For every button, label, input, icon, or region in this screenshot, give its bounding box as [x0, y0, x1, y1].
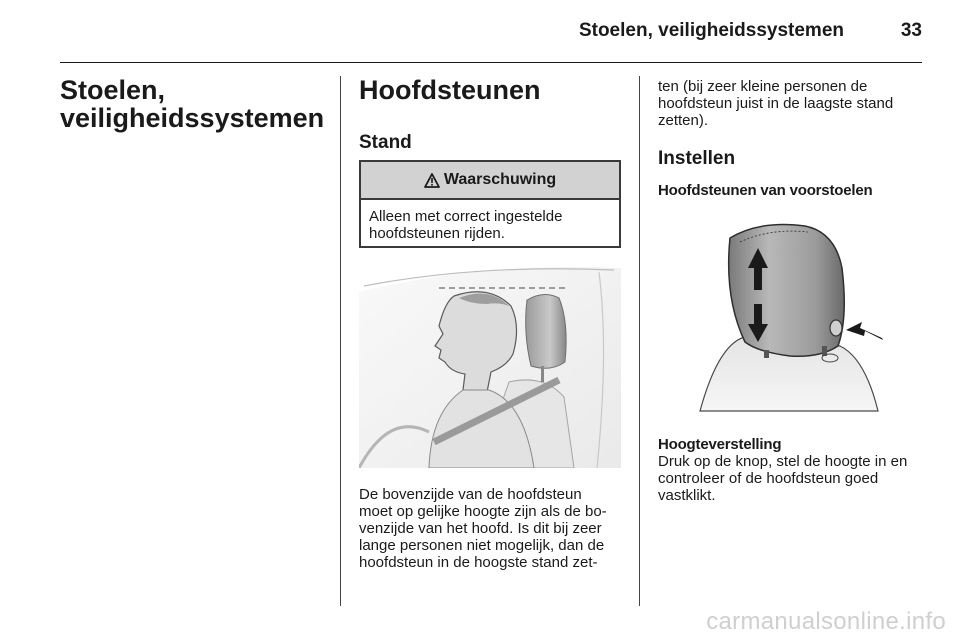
caption-line: Druk op de knop, stel de hoogte in en — [658, 453, 908, 470]
page-number: 33 — [900, 20, 922, 41]
section-title: Hoofdsteunen — [359, 75, 541, 105]
column-divider-left — [340, 76, 341, 606]
paragraph-line: De bovenzijde van de hoofdsteun — [359, 486, 582, 503]
caption-line: vastklikt. — [658, 487, 716, 504]
paragraph-line: venzijde van het hoofd. Is dit bij zeer — [359, 520, 602, 537]
continuation-line: hoofdsteun juist in de laagste stand — [658, 95, 894, 112]
warning-triangle-icon — [424, 173, 440, 188]
chapter-title: Stoelen, veiligheidssystemen — [60, 75, 325, 133]
paragraph-line: moet op gelijke hoogte zijn als de bo- — [359, 503, 607, 520]
right-column — [658, 78, 928, 199]
watermark-text: carmanualsonline.info — [706, 608, 946, 635]
subsubsection-title: Hoofdsteunen van voorstoelen — [658, 182, 873, 199]
middle-paragraph — [359, 486, 624, 571]
subsection-title: Stand — [359, 132, 412, 153]
running-title: Stoelen, veiligheidssystemen — [578, 20, 844, 41]
middle-column — [359, 76, 624, 154]
warning-label: Waarschuwing — [443, 171, 557, 188]
driver-headrest-figure — [359, 262, 621, 468]
warning-header — [361, 162, 619, 200]
continuation-line: zetten). — [658, 112, 709, 129]
warning-text: Alleen met correct ingestelde hoofdsteunen rijden. — [369, 208, 563, 242]
column-divider-right — [639, 76, 640, 606]
caption-line: controleer of de hoofdsteun goed — [658, 470, 879, 487]
page-header — [60, 0, 922, 63]
headrest-adjust-figure — [690, 218, 890, 413]
warning-box — [359, 160, 621, 248]
paragraph-line: hoofdsteun in de hoogste stand zet- — [359, 554, 598, 571]
subsection-title-instellen: Instellen — [658, 148, 736, 169]
continuation-line: ten (bij zeer kleine personen de — [658, 78, 868, 95]
paragraph-line: lange personen niet mogelijk, dan de — [359, 537, 605, 554]
right-caption — [658, 436, 933, 504]
caption-title: Hoogteverstelling — [658, 436, 782, 453]
left-column — [60, 76, 330, 132]
